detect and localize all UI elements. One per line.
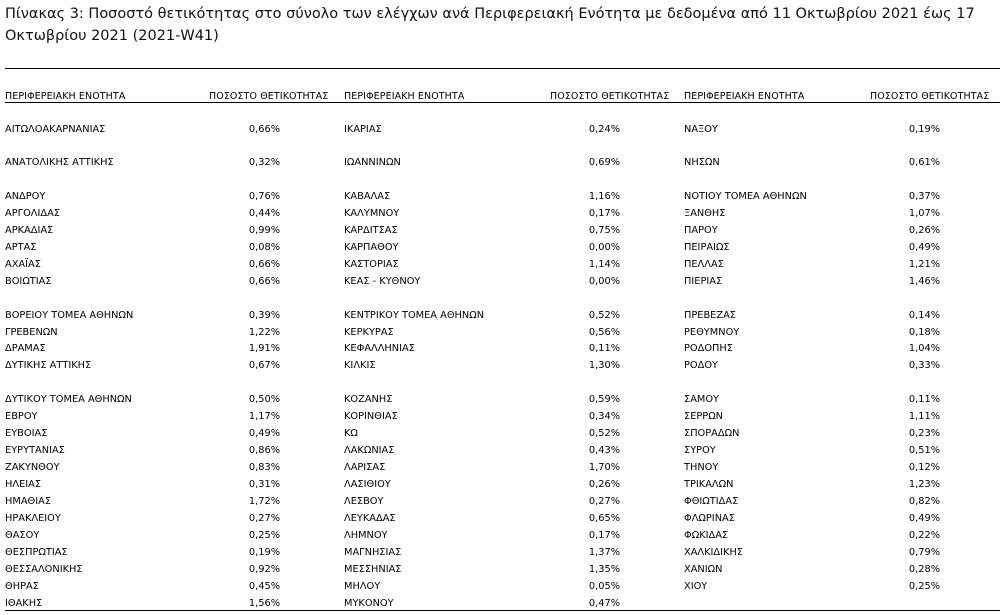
positivity-rate: 0,32% <box>248 157 280 168</box>
header-rate-col2: ΠΟΣΟΣΤΟ ΘΕΤΙΚΟΤΗΤΑΣ <box>550 91 670 102</box>
region-name: ΗΜΑΘΙΑΣ <box>5 495 52 507</box>
positivity-rate: 0,65% <box>588 512 620 524</box>
region-name: ΘΗΡΑΣ <box>5 580 39 592</box>
region-name: ΣΕΡΡΩΝ <box>684 411 724 423</box>
region-name: ΙΘΑΚΗΣ <box>5 597 43 609</box>
region-name: ΑΡΚΑΔΙΑΣ <box>5 224 54 236</box>
region-name: ΓΡΕΒΕΝΩΝ <box>5 326 58 338</box>
positivity-rate: 1,21% <box>908 258 940 270</box>
positivity-rate: 0,45% <box>248 580 280 592</box>
positivity-rate: 0,47% <box>588 597 620 609</box>
region-name: ΝΑΞΟΥ <box>684 124 718 135</box>
positivity-rate: 0,23% <box>908 428 940 440</box>
positivity-rate: 1,91% <box>248 343 280 355</box>
region-name: ΘΑΣΟΥ <box>5 529 40 541</box>
region-name: ΚΙΛΚΙΣ <box>344 360 376 372</box>
positivity-rate: 0,59% <box>588 394 620 406</box>
region-name: ΚΕΑΣ - ΚΥΘΝΟΥ <box>344 275 421 287</box>
positivity-rate: 0,11% <box>588 343 620 355</box>
bottom-rule <box>5 610 1000 611</box>
positivity-rate: 1,14% <box>588 258 620 270</box>
positivity-rate: 0,43% <box>588 445 620 457</box>
region-name: ΑΧΑΪΑΣ <box>5 258 41 270</box>
region-name: ΒΟΙΩΤΙΑΣ <box>5 275 52 287</box>
region-name: ΑΡΤΑΣ <box>5 241 37 253</box>
positivity-rate: 1,46% <box>908 275 940 287</box>
region-name: ΛΕΣΒΟΥ <box>344 495 384 507</box>
region-name: ΠΑΡΟΥ <box>684 224 718 236</box>
region-name: ΡΟΔΟΠΗΣ <box>684 343 733 355</box>
positivity-rate: 0,25% <box>908 580 940 592</box>
header-region-col2: ΠΕΡΙΦΕΡΕΙΑΚΗ ΕΝΟΤΗΤΑ <box>344 91 465 102</box>
region-name: ΡΕΘΥΜΝΟΥ <box>684 326 740 338</box>
region-name: ΦΩΚΙΔΑΣ <box>684 529 729 541</box>
region-name: ΕΥΡΥΤΑΝΙΑΣ <box>5 445 65 457</box>
positivity-rate: 1,07% <box>908 207 940 219</box>
positivity-rate: 0,14% <box>908 309 940 321</box>
positivity-rate: 0,66% <box>248 275 280 287</box>
header-region-col1: ΠΕΡΙΦΕΡΕΙΑΚΗ ΕΝΟΤΗΤΑ <box>5 91 126 102</box>
positivity-rate: 0,76% <box>248 191 280 202</box>
region-name: ΤΗΝΟΥ <box>684 462 719 473</box>
region-name: ΚΑΣΤΟΡΙΑΣ <box>344 258 399 270</box>
positivity-rate: 0,49% <box>908 512 940 524</box>
region-name: ΠΡΕΒΕΖΑΣ <box>684 309 736 321</box>
positivity-rate: 0,27% <box>248 512 280 524</box>
region-name: ΖΑΚΥΝΘΟΥ <box>5 462 60 473</box>
region-name: ΛΑΚΩΝΙΑΣ <box>344 445 395 457</box>
region-name: ΚΕΝΤΡΙΚΟΥ ΤΟΜΕΑ ΑΘΗΝΩΝ <box>344 309 485 321</box>
region-name: ΑΝΔΡΟΥ <box>5 191 46 202</box>
positivity-rate: 0,52% <box>588 309 620 321</box>
region-name: ΚΕΦΑΛΛΗΝΙΑΣ <box>344 343 415 355</box>
positivity-rate: 0,22% <box>908 529 940 541</box>
header-rule <box>5 102 1000 103</box>
positivity-rate: 0,28% <box>908 563 940 575</box>
positivity-rate: 0,75% <box>588 224 620 236</box>
positivity-rate: 0,24% <box>588 124 620 135</box>
region-name: ΜΑΓΝΗΣΙΑΣ <box>344 546 402 558</box>
positivity-rate: 1,16% <box>588 191 620 202</box>
table-title: Πίνακας 3: Ποσοστό θετικότητας στο σύνολο των ελέγχων ανά Περιφερειακή Ενότητα με δεδομένα από 11 Οκτωβρίου 2021 έως 17 Οκτωβρίου 2021 (2021-W41) <box>5 6 975 44</box>
region-name: ΚΩ <box>344 428 358 440</box>
positivity-rate: 0,67% <box>248 360 280 372</box>
positivity-rate: 0,33% <box>908 360 940 372</box>
positivity-rate: 0,17% <box>588 529 620 541</box>
region-name: ΣΠΟΡΑΔΩΝ <box>684 428 740 440</box>
positivity-rate: 0,34% <box>588 411 620 423</box>
positivity-rate: 0,69% <box>588 157 620 168</box>
region-name: ΛΕΥΚΑΔΑΣ <box>344 512 396 524</box>
positivity-rate: 0,52% <box>588 428 620 440</box>
positivity-rate: 0,83% <box>248 462 280 473</box>
region-name: ΧΙΟΥ <box>684 580 708 592</box>
positivity-rate: 0,26% <box>908 224 940 236</box>
positivity-rate: 0,12% <box>908 462 940 473</box>
region-name: ΛΑΡΙΣΑΣ <box>344 462 386 473</box>
region-name: ΙΚΑΡΙΑΣ <box>344 124 382 135</box>
positivity-rate: 0,92% <box>248 563 280 575</box>
positivity-rate: 0,79% <box>908 546 940 558</box>
positivity-rate: 1,17% <box>248 411 280 423</box>
region-name: ΦΛΩΡΙΝΑΣ <box>684 512 735 524</box>
region-name: ΚΕΡΚΥΡΑΣ <box>344 326 394 338</box>
region-name: ΔΡΑΜΑΣ <box>5 343 46 355</box>
region-name: ΙΩΑΝΝΙΝΩΝ <box>344 157 401 168</box>
positivity-rate: 1,37% <box>588 546 620 558</box>
region-name: ΜΗΛΟΥ <box>344 580 381 592</box>
positivity-rate: 1,04% <box>908 343 940 355</box>
region-name: ΘΕΣΠΡΩΤΙΑΣ <box>5 546 68 558</box>
header-rate-col1: ΠΟΣΟΣΤΟ ΘΕΤΙΚΟΤΗΤΑΣ <box>209 91 329 102</box>
positivity-rate: 0,51% <box>908 445 940 457</box>
positivity-rate: 0,11% <box>908 394 940 406</box>
positivity-rate: 0,66% <box>248 124 280 135</box>
region-name: ΠΙΕΡΙΑΣ <box>684 275 723 287</box>
region-name: ΚΑΡΔΙΤΣΑΣ <box>344 224 398 236</box>
region-name: ΤΡΙΚΑΛΩΝ <box>684 478 734 490</box>
region-name: ΞΑΝΘΗΣ <box>684 207 726 219</box>
positivity-rate: 0,19% <box>908 124 940 135</box>
region-name: ΘΕΣΣΑΛΟΝΙΚΗΣ <box>5 563 83 575</box>
region-name: ΠΕΛΛΑΣ <box>684 258 724 270</box>
positivity-rate: 0,82% <box>908 495 940 507</box>
positivity-rate: 1,22% <box>248 326 280 338</box>
positivity-rate: 0,17% <box>588 207 620 219</box>
positivity-rate: 0,08% <box>248 241 280 253</box>
region-name: ΚΑΡΠΑΘΟΥ <box>344 241 399 253</box>
positivity-rate: 1,35% <box>588 563 620 575</box>
positivity-rate: 0,27% <box>588 495 620 507</box>
region-name: ΚΑΛΥΜΝΟΥ <box>344 207 400 219</box>
positivity-rate: 0,50% <box>248 394 280 406</box>
positivity-rate: 1,56% <box>248 597 280 609</box>
positivity-rate: 0,49% <box>248 428 280 440</box>
region-name: ΑΡΓΟΛΙΔΑΣ <box>5 207 60 219</box>
region-name: ΝΟΤΙΟΥ ΤΟΜΕΑ ΑΘΗΝΩΝ <box>684 191 807 202</box>
positivity-rate: 0,99% <box>248 224 280 236</box>
positivity-rate: 0,26% <box>588 478 620 490</box>
positivity-rate: 0,31% <box>248 478 280 490</box>
region-name: ΜΕΣΣΗΝΙΑΣ <box>344 563 402 575</box>
positivity-rate: 0,25% <box>248 529 280 541</box>
positivity-rate: 1,70% <box>588 462 620 473</box>
region-name: ΗΛΕΙΑΣ <box>5 478 42 490</box>
positivity-rate: 0,56% <box>588 326 620 338</box>
region-name: ΒΟΡΕΙΟΥ ΤΟΜΕΑ ΑΘΗΝΩΝ <box>5 309 134 321</box>
region-name: ΛΗΜΝΟΥ <box>344 529 388 541</box>
positivity-rate: 1,72% <box>248 495 280 507</box>
region-name: ΧΑΛΚΙΔΙΚΗΣ <box>684 546 744 558</box>
positivity-rate: 0,61% <box>908 157 940 168</box>
region-name: ΑΙΤΩΛΟΑΚΑΡΝΑΝΙΑΣ <box>5 124 106 135</box>
region-name: ΚΟΖΑΝΗΣ <box>344 394 393 406</box>
positivity-rate: 0,05% <box>588 580 620 592</box>
region-name: ΗΡΑΚΛΕΙΟΥ <box>5 512 61 524</box>
positivity-rate: 0,37% <box>908 191 940 202</box>
region-name: ΕΥΒΟΙΑΣ <box>5 428 48 440</box>
positivity-rate: 0,00% <box>588 241 620 253</box>
region-name: ΡΟΔΟΥ <box>684 360 719 372</box>
positivity-rate: 0,39% <box>248 309 280 321</box>
region-name: ΜΥΚΟΝΟΥ <box>344 597 394 609</box>
top-rule <box>5 68 1000 69</box>
positivity-rate: 1,30% <box>588 360 620 372</box>
region-name: ΦΘΙΩΤΙΔΑΣ <box>684 495 739 507</box>
region-name: ΛΑΣΙΘΙΟΥ <box>344 478 391 490</box>
positivity-rate: 0,00% <box>588 275 620 287</box>
header-rate-col3: ΠΟΣΟΣΤΟ ΘΕΤΙΚΟΤΗΤΑΣ <box>870 91 990 102</box>
positivity-rate: 0,66% <box>248 258 280 270</box>
region-name: ΣΥΡΟΥ <box>684 445 716 457</box>
positivity-rate: 0,18% <box>908 326 940 338</box>
positivity-rate: 1,23% <box>908 478 940 490</box>
region-name: ΧΑΝΙΩΝ <box>684 563 723 575</box>
region-name: ΚΑΒΑΛΑΣ <box>344 191 391 202</box>
region-name: ΔΥΤΙΚΗΣ ΑΤΤΙΚΗΣ <box>5 360 92 372</box>
region-name: ΣΑΜΟΥ <box>684 394 720 406</box>
region-name: ΠΕΙΡΑΙΩΣ <box>684 241 730 253</box>
region-name: ΔΥΤΙΚΟΥ ΤΟΜΕΑ ΑΘΗΝΩΝ <box>5 394 132 406</box>
positivity-rate: 0,49% <box>908 241 940 253</box>
positivity-rate: 0,86% <box>248 445 280 457</box>
positivity-rate: 0,44% <box>248 207 280 219</box>
region-name: ΝΗΣΩΝ <box>684 157 720 168</box>
region-name: ΕΒΡΟΥ <box>5 411 38 423</box>
header-region-col3: ΠΕΡΙΦΕΡΕΙΑΚΗ ΕΝΟΤΗΤΑ <box>684 91 805 102</box>
positivity-rate: 0,19% <box>248 546 280 558</box>
region-name: ΚΟΡΙΝΘΙΑΣ <box>344 411 398 423</box>
region-name: ΑΝΑΤΟΛΙΚΗΣ ΑΤΤΙΚΗΣ <box>5 157 114 168</box>
positivity-rate: 1,11% <box>908 411 940 423</box>
